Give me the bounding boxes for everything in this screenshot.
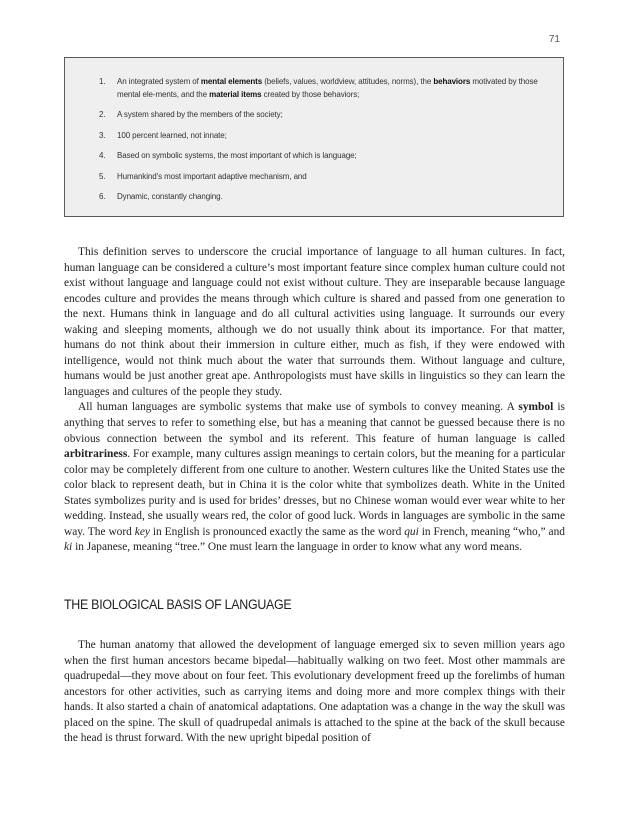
list-number: 1. xyxy=(99,77,106,86)
list-text: Dynamic, constantly changing. xyxy=(117,192,223,201)
list-item xyxy=(99,191,539,204)
list-item xyxy=(99,150,539,163)
definition-list xyxy=(99,76,539,212)
term-behaviors: behaviors xyxy=(433,77,471,86)
term-symbol: symbol xyxy=(518,401,554,414)
paragraph-text: in English is pronounced exactly the same as the word xyxy=(149,525,405,538)
list-item xyxy=(99,130,539,143)
list-number: 6. xyxy=(99,192,106,201)
list-item xyxy=(99,76,539,101)
list-number: 5. xyxy=(99,171,106,181)
definition-box xyxy=(64,57,564,217)
body-text-lower xyxy=(64,638,565,747)
list-text: motivated by those mental ele-ments, and the xyxy=(117,77,538,99)
paragraph-definition: This definition serves to underscore the crucial importance of language to all human cultures. In fact, human language can be considered a culture’s most important feature since complex human culture could not exist without language and language could not exist without culture. They are inseparable because language encodes culture and provides the means through which culture is shared and passed from one generation to the next. Humans think in language and do all cultural activities using language. It surrounds our every waking and sleeping moments, although we do not usually think about its importance. For that matter, humans do not think about their immersion in culture either, much as fish, if they were endowed with intelligence, would not think much about the water that surrounds them. Without language and culture, humans would be just another great ape. Anthropologists must have skills in linguistics so they can learn the languages and cultures of the people they study. xyxy=(64,246,565,398)
page-number: 71 xyxy=(548,34,560,45)
paragraph-text: in French, meaning “who,” and xyxy=(418,525,565,538)
paragraph-text: . For example, many cultures assign meanings to certain colors, but the meaning for a particular color may be completely different from one culture to another. Western cultures like the United States use the color black to represent death, but in China it is the color white that symbolizes death. White in the United States symbolizes purity and is used for brides’ dresses, but no Chinese woman would ever wear white to her wedding. Instead, she usually wears red, the color of good luck. Words in languages are symbolic in the same way. The word xyxy=(64,448,565,538)
list-text: Humankind’s most important adaptive mechanism, and xyxy=(117,171,307,181)
list-item xyxy=(99,109,539,122)
list-text: 100 percent learned, not innate; xyxy=(117,130,227,140)
term-material-items: material items xyxy=(209,89,262,99)
term-arbitrariness: arbitrariness xyxy=(64,448,128,461)
list-number: 4. xyxy=(99,151,106,160)
list-number: 2. xyxy=(99,110,106,119)
paragraph-symbolic-systems xyxy=(64,400,565,555)
word-qui: qui xyxy=(404,525,419,538)
paragraph-biological-basis: The human anatomy that allowed the development of language emerged six to seven million years ago when the first human ancestors became bipedal—habitually walking on two feet. Most other mammals are quadrupedal—they move about on four feet. This evolutionary development freed up the forelimbs of human ancestors for other activities, such as carrying items and doing more and more complex things with their hands. It also started a chain of anatomical adaptations. One adaptation was a change in the way the skull was placed on the spine. The skull of quadrupedal animals is attached to the spine at the back of the skull because the head is thrust forward. With the new upright bipedal position of xyxy=(64,639,565,745)
term-mental-elements: mental elements xyxy=(200,77,263,86)
list-text: (beliefs, values, worldview, attitudes, norms), the xyxy=(262,77,434,86)
word-ki: ki xyxy=(64,541,73,554)
paragraph-text: All human languages are symbolic systems that make use of symbols to convey meaning. A xyxy=(78,401,519,414)
list-text: An integrated system of xyxy=(117,77,201,86)
word-key: key xyxy=(134,525,150,538)
body-text-upper xyxy=(64,245,565,556)
paragraph-text: is anything that serves to refer to something else, but has a meaning that cannot be guessed because there is no obvious connection between the symbol and its referent. This feature of human language is called xyxy=(64,401,565,445)
section-heading: THE BIOLOGICAL BASIS OF LANGUAGE xyxy=(64,597,292,612)
list-text: created by those behaviors; xyxy=(261,89,360,99)
list-item xyxy=(99,171,539,184)
list-text: Based on symbolic systems, the most important of which is language; xyxy=(117,151,357,160)
list-number: 3. xyxy=(99,130,106,140)
list-text: A system shared by the members of the society; xyxy=(117,110,283,119)
paragraph-text: in Japanese, meaning “tree.” One must learn the language in order to know what any word means. xyxy=(72,541,523,554)
